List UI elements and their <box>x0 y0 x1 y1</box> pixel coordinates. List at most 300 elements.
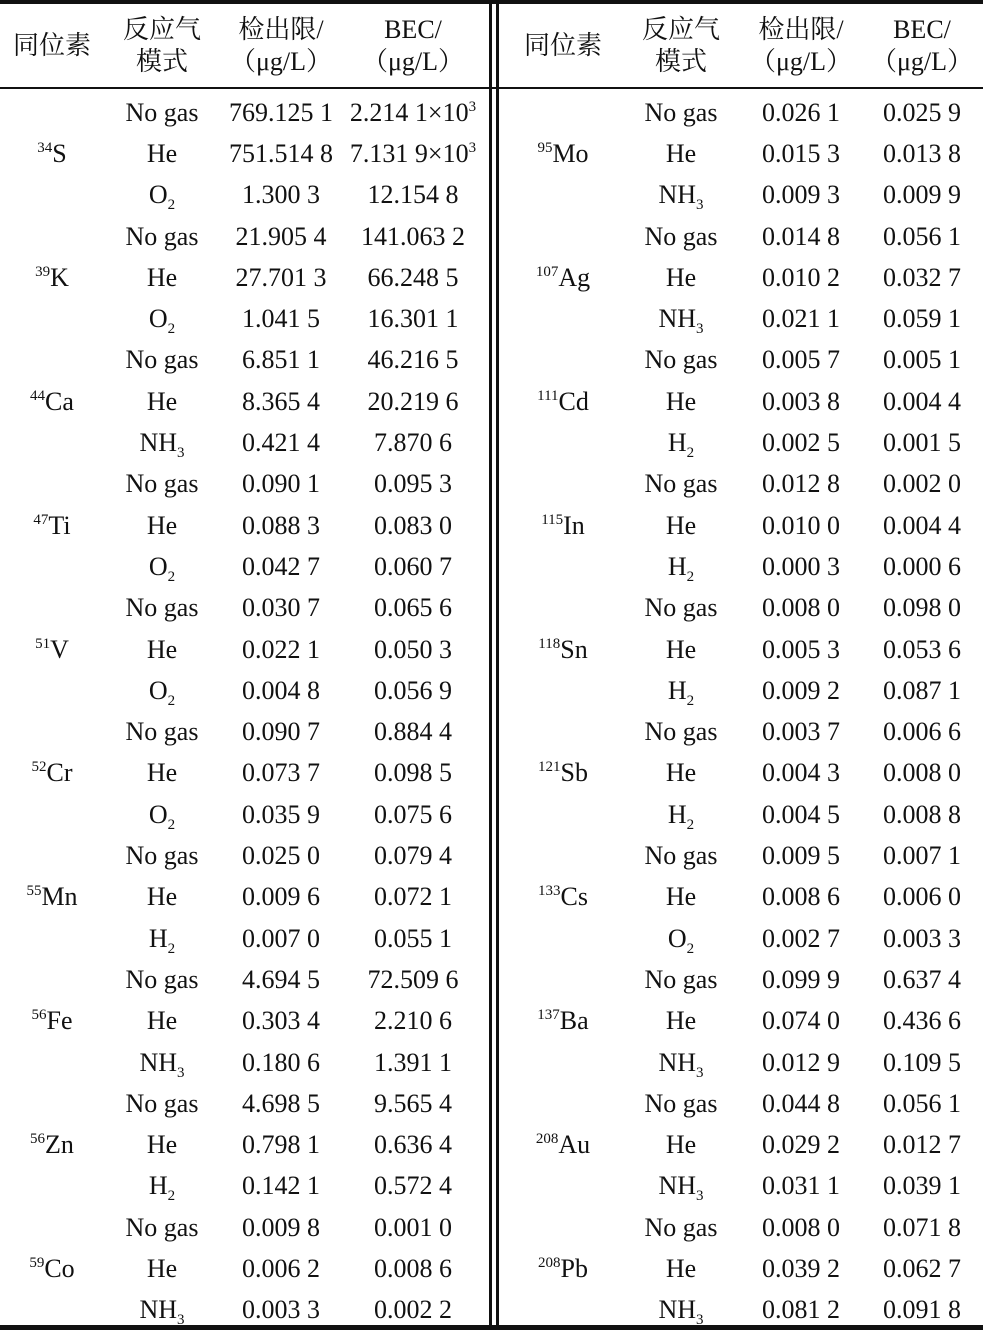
mass-number: 39 <box>35 263 51 280</box>
isotope-cell <box>2 712 102 836</box>
detection-limit-value: 0.009 3 <box>762 180 840 210</box>
detection-limit-cell <box>211 670 351 711</box>
detection-limit-cell <box>211 422 351 463</box>
gas-name: No gas <box>125 964 199 994</box>
gas-mode-cell <box>621 1125 741 1166</box>
gas-mode-cell <box>102 588 222 629</box>
bec-cell <box>847 257 983 298</box>
bec-cell <box>338 1083 488 1124</box>
bec-value <box>883 138 961 168</box>
gas-mode-label <box>667 923 695 957</box>
detection-limit-cell <box>211 340 351 381</box>
gas-mode-cell <box>102 670 222 711</box>
isotope-label <box>537 386 589 416</box>
detection-limit-value: 0.012 9 <box>762 1047 840 1077</box>
isotope-label <box>537 138 589 168</box>
bec-cell <box>847 753 983 794</box>
gas-mode-cell <box>102 381 222 422</box>
bec-number: 0.009 9 <box>883 180 961 210</box>
gas-mode-label <box>667 428 695 462</box>
gas-mode-cell <box>102 340 222 381</box>
isotope-label <box>538 1256 588 1282</box>
detection-limit-value: 0.000 3 <box>762 551 840 581</box>
detection-limit-value: 0.004 3 <box>762 758 840 788</box>
gas-name: He <box>665 1254 697 1284</box>
detection-limit-value: 1.300 3 <box>242 180 320 210</box>
gas-name: H <box>148 923 168 953</box>
isotope-label <box>536 1132 590 1158</box>
bec-cell <box>847 877 983 918</box>
bec-number: 0.013 8 <box>883 138 961 168</box>
element-symbol: Ba <box>559 1006 589 1036</box>
bec-number: 0.055 1 <box>374 923 452 953</box>
gas-name: NH <box>658 304 697 334</box>
header-line1: 同位素 <box>12 30 91 60</box>
bec-number: 0.002 0 <box>883 469 961 499</box>
detection-limit-value: 0.002 5 <box>762 428 840 458</box>
gas-mode-cell <box>621 712 741 753</box>
bec-cell <box>847 175 983 216</box>
detection-limit-cell <box>211 1125 351 1166</box>
mass-number: 115 <box>541 511 564 528</box>
gas-name: O <box>148 799 168 829</box>
bec-cell <box>338 1001 488 1042</box>
gas-name: No gas <box>644 593 718 623</box>
gas-mode-label <box>148 799 176 833</box>
bec-value <box>883 262 961 292</box>
bec-value <box>883 386 961 416</box>
bec-value <box>349 138 477 168</box>
gas-mode-cell <box>102 422 222 463</box>
bec-value <box>374 884 452 910</box>
mass-number: 47 <box>33 511 49 528</box>
mass-number: 208 <box>538 1255 561 1272</box>
detection-limit-value: 769.125 1 <box>229 97 333 127</box>
detection-limit-cell <box>211 794 351 835</box>
bec-value <box>883 306 961 332</box>
gas-name: No gas <box>125 1088 199 1118</box>
gas-mode-cell <box>621 1207 741 1248</box>
detection-limit-cell <box>211 299 351 340</box>
isotope-cell <box>2 959 102 1083</box>
element-symbol: In <box>563 510 585 540</box>
gas-mode-label <box>666 760 696 786</box>
detection-limit-value: 0.180 6 <box>242 1047 320 1077</box>
gas-mode-label <box>139 428 185 462</box>
mass-number: 56 <box>31 1007 47 1024</box>
bec-number: 7.131 9×10 <box>349 138 469 168</box>
bec-number: 2.214 1×10 <box>349 97 469 127</box>
gas-mode-label <box>125 97 199 127</box>
isotope-label <box>37 138 67 168</box>
gas-mode-cell <box>621 1042 741 1083</box>
mass-number: 59 <box>29 1255 45 1272</box>
bec-number: 0.083 0 <box>374 510 452 540</box>
column-header-isotope-right <box>513 6 613 86</box>
bec-value <box>374 634 452 664</box>
gas-mode-label <box>148 551 176 585</box>
bec-number: 0.002 2 <box>374 1295 452 1325</box>
bec-value <box>883 347 961 373</box>
gas-name: NH <box>139 428 178 458</box>
detection-limit-value: 0.088 3 <box>242 510 320 540</box>
bec-cell <box>338 753 488 794</box>
detection-limit-value: 0.007 0 <box>242 923 320 953</box>
element-symbol: Cr <box>46 758 73 788</box>
gas-mode-label <box>645 843 718 869</box>
element-symbol: Ca <box>45 386 74 416</box>
bec-number: 0.087 1 <box>883 675 961 705</box>
gas-subscript: 3 <box>177 1312 185 1329</box>
gas-mode-cell <box>102 175 222 216</box>
bec-value <box>883 799 961 829</box>
gas-mode-label <box>139 1047 185 1081</box>
gas-name: O <box>667 923 687 953</box>
gas-name: NH <box>658 1171 697 1201</box>
bec-value <box>374 843 452 869</box>
bec-number: 0.098 0 <box>883 593 961 623</box>
gas-mode-cell <box>621 753 741 794</box>
gas-subscript: 3 <box>177 445 185 462</box>
bec-number: 72.509 6 <box>367 964 459 994</box>
isotope-cell <box>2 340 102 464</box>
bec-cell <box>338 629 488 670</box>
gas-name: He <box>665 262 697 292</box>
bec-value <box>367 386 459 416</box>
gas-name: No gas <box>644 841 718 871</box>
detection-limit-cell <box>211 1083 351 1124</box>
bec-value <box>374 799 452 829</box>
gas-mode-cell <box>102 464 222 505</box>
gas-name: He <box>665 510 697 540</box>
gas-name: H <box>667 428 687 458</box>
bec-cell <box>847 505 983 546</box>
column-header-isotope-left <box>2 6 102 86</box>
detection-limit-value: 0.073 7 <box>242 758 320 788</box>
isotope-label <box>538 884 588 910</box>
bec-exponent: 3 <box>468 139 477 156</box>
gas-mode-cell <box>621 918 741 959</box>
gas-mode-cell <box>102 1001 222 1042</box>
isotope-cell <box>2 1083 102 1207</box>
bec-number: 0.008 8 <box>883 799 961 829</box>
gas-mode-cell <box>102 794 222 835</box>
gas-subscript: 2 <box>167 940 176 957</box>
detection-limit-value: 0.074 0 <box>762 1006 840 1036</box>
gas-mode-cell <box>102 877 222 918</box>
gas-name: He <box>665 1006 697 1036</box>
gas-mode-cell <box>102 629 222 670</box>
bec-number: 0.007 1 <box>883 841 961 871</box>
detection-limit-cell <box>211 464 351 505</box>
bec-number: 0.065 6 <box>374 593 452 623</box>
gas-subscript: 3 <box>696 321 704 338</box>
gas-mode-cell <box>102 505 222 546</box>
gas-mode-label <box>148 304 176 338</box>
gas-mode-label <box>125 221 199 251</box>
isotope-label <box>35 262 69 292</box>
bec-value <box>367 262 459 292</box>
gas-mode-label <box>148 923 176 957</box>
gas-mode-cell <box>621 1083 741 1124</box>
bec-value <box>883 1132 961 1158</box>
bec-number: 0.006 6 <box>883 717 961 747</box>
gas-subscript: 3 <box>177 1064 185 1081</box>
gas-subscript: 3 <box>696 197 704 214</box>
detection-limit-value: 0.003 3 <box>242 1295 320 1325</box>
isotope-cell <box>513 464 613 588</box>
gas-mode-cell <box>102 753 222 794</box>
gas-mode-label <box>125 964 199 994</box>
element-symbol: Zn <box>45 1130 74 1160</box>
detection-limit-cell <box>211 505 351 546</box>
isotope-cell <box>2 1207 102 1331</box>
bec-cell <box>847 1207 983 1248</box>
gas-name: He <box>146 1130 178 1160</box>
isotope-label <box>33 510 71 540</box>
bec-exponent: 3 <box>468 98 477 115</box>
bec-cell <box>338 670 488 711</box>
detection-limit-value: 27.701 3 <box>235 262 327 292</box>
bec-cell <box>847 629 983 670</box>
gas-mode-cell <box>102 918 222 959</box>
mass-number: 34 <box>37 139 53 156</box>
bec-number: 1.391 1 <box>374 1047 452 1077</box>
header-line2: 模式 <box>654 47 707 76</box>
gas-subscript: 2 <box>167 1188 176 1205</box>
gas-mode-cell <box>621 877 741 918</box>
bec-cell <box>338 1042 488 1083</box>
gas-mode-cell <box>621 464 741 505</box>
header-line1: 检出限/ <box>758 14 844 44</box>
isotope-label <box>537 1008 588 1034</box>
bec-number: 0.572 4 <box>374 1171 452 1201</box>
detection-limit-value: 751.514 8 <box>229 138 333 168</box>
gas-name: No gas <box>125 221 199 251</box>
bec-number: 0.056 1 <box>883 1088 961 1118</box>
gas-mode-cell <box>621 670 741 711</box>
detection-limit-value: 0.031 1 <box>762 1171 840 1201</box>
bec-cell <box>338 92 488 133</box>
bec-cell <box>338 175 488 216</box>
gas-name: No gas <box>125 469 199 499</box>
gas-mode-label <box>665 510 697 540</box>
bec-number: 0.039 1 <box>883 1171 961 1201</box>
detection-limit-value: 0.421 4 <box>242 428 320 458</box>
gas-mode-label <box>147 884 177 910</box>
gas-mode-cell <box>102 216 222 257</box>
gas-mode-label <box>147 1008 177 1034</box>
bec-value <box>883 1047 961 1077</box>
gas-mode-label <box>658 180 704 214</box>
gas-mode-cell <box>102 712 222 753</box>
gas-mode-label <box>665 138 697 168</box>
gas-subscript: 3 <box>696 1312 704 1329</box>
bec-cell <box>338 588 488 629</box>
detection-limit-value: 4.694 5 <box>242 964 320 994</box>
gas-mode-label <box>126 595 199 621</box>
gas-mode-label <box>644 1212 718 1242</box>
gas-name: No gas <box>125 717 199 747</box>
gas-mode-label <box>148 180 176 214</box>
header-line2: 模式 <box>135 47 188 76</box>
bec-number: 0.075 6 <box>374 799 452 829</box>
gas-mode-cell <box>621 505 741 546</box>
detection-limit-value: 0.029 2 <box>762 1130 840 1160</box>
detection-limit-cell <box>211 92 351 133</box>
detection-limit-cell <box>211 753 351 794</box>
gas-name: He <box>146 262 178 292</box>
header-line2: （μg/L） <box>870 47 974 76</box>
isotope-cell <box>513 588 613 712</box>
isotope-label <box>30 1132 74 1158</box>
bec-number: 0.003 3 <box>883 923 961 953</box>
gas-mode-cell <box>621 1166 741 1207</box>
bec-value <box>883 964 961 994</box>
bec-number: 0.012 7 <box>883 1130 961 1160</box>
gas-name: He <box>146 882 178 912</box>
header-line2: （μg/L） <box>229 47 333 76</box>
gas-mode-cell <box>102 1207 222 1248</box>
gas-mode-label <box>147 1132 177 1158</box>
bec-cell <box>847 1248 983 1289</box>
isotope-label <box>538 634 588 664</box>
bec-value <box>883 551 961 581</box>
gas-name: He <box>665 1130 697 1160</box>
column-header-bec-right <box>847 6 983 86</box>
bec-number: 0.109 5 <box>883 1047 961 1077</box>
bec-value <box>883 510 961 540</box>
detection-limit-value: 0.025 0 <box>242 841 320 871</box>
gas-name: He <box>146 1006 178 1036</box>
detection-limit-value: 6.851 1 <box>242 345 320 375</box>
gas-mode-cell <box>102 546 222 587</box>
bec-cell <box>338 546 488 587</box>
gas-name: No gas <box>644 964 718 994</box>
bec-value <box>883 221 961 251</box>
gas-name: He <box>665 758 697 788</box>
isotope-cell <box>513 1207 613 1331</box>
column-header-gas-mode-left <box>102 6 222 86</box>
header-line1: 反应气 <box>641 14 720 44</box>
gas-mode-cell <box>621 959 741 1000</box>
element-symbol: Au <box>558 1130 591 1160</box>
gas-mode-cell <box>102 1166 222 1207</box>
mass-number: 44 <box>30 387 46 404</box>
mass-number: 208 <box>535 1131 559 1148</box>
gas-mode-label <box>658 1047 704 1081</box>
bec-number: 7.870 6 <box>374 428 452 458</box>
detection-limit-value: 0.005 3 <box>762 634 840 664</box>
bec-cell <box>847 835 983 876</box>
gas-mode-label <box>125 1088 199 1118</box>
bec-number: 66.248 5 <box>367 262 459 292</box>
bec-value <box>883 634 961 664</box>
bec-number: 0.008 0 <box>883 758 961 788</box>
gas-subscript: 3 <box>696 1188 704 1205</box>
bec-value <box>883 923 961 953</box>
bec-cell <box>847 299 983 340</box>
gas-mode-cell <box>621 257 741 298</box>
bec-value <box>361 221 465 251</box>
gas-subscript: 2 <box>686 445 695 462</box>
element-symbol: Ti <box>48 510 71 540</box>
bec-cell <box>847 1166 983 1207</box>
element-symbol: Sb <box>560 758 588 788</box>
detection-limit-cell <box>211 216 351 257</box>
bec-cell <box>338 877 488 918</box>
gas-name: No gas <box>125 345 199 375</box>
detection-limit-value: 0.081 2 <box>762 1295 840 1325</box>
detection-limit-value: 4.698 5 <box>242 1088 320 1118</box>
detection-limit-value: 8.365 4 <box>242 386 320 416</box>
bec-value <box>883 1088 961 1118</box>
mass-number: 118 <box>538 635 561 652</box>
bec-number: 0.636 4 <box>374 1130 452 1160</box>
column-header-bec-left <box>338 6 488 86</box>
bec-value <box>368 182 459 208</box>
gas-mode-cell <box>621 835 741 876</box>
bec-value <box>883 719 961 745</box>
gas-mode-cell <box>621 340 741 381</box>
bec-value <box>374 1173 452 1199</box>
gas-mode-cell <box>102 835 222 876</box>
bec-value <box>374 719 452 745</box>
bec-cell <box>338 1290 488 1331</box>
gas-name: He <box>146 386 178 416</box>
detection-limit-value: 0.042 7 <box>242 551 320 581</box>
element-symbol: Cd <box>558 386 589 416</box>
mass-number: 111 <box>537 387 559 404</box>
bec-cell <box>847 340 983 381</box>
header-line1: BEC/ <box>384 14 442 44</box>
detection-limit-value: 0.090 1 <box>242 469 320 499</box>
bec-cell <box>847 381 983 422</box>
detection-limit-cell <box>211 1166 351 1207</box>
gas-name: No gas <box>644 1088 718 1118</box>
gas-mode-label <box>658 304 704 338</box>
isotope-label <box>29 1256 74 1282</box>
detection-limit-cell <box>211 1001 351 1042</box>
gas-subscript: 2 <box>167 568 176 585</box>
gas-name: O <box>148 180 168 210</box>
detection-limit-cell <box>211 546 351 587</box>
gas-mode-label <box>666 884 696 910</box>
bec-cell <box>847 918 983 959</box>
bec-number: 0.060 7 <box>374 551 452 581</box>
gas-mode-label <box>665 634 697 664</box>
element-symbol: Cs <box>560 882 588 912</box>
gas-mode-cell <box>621 1248 741 1289</box>
bec-cell <box>847 794 983 835</box>
detection-limit-value: 0.003 7 <box>762 717 840 747</box>
detection-limit-value: 0.003 8 <box>762 386 840 416</box>
gas-mode-label <box>658 1295 704 1329</box>
header-line1: 同位素 <box>523 30 602 60</box>
detection-limit-cell <box>211 133 351 174</box>
isotope-cell <box>2 835 102 959</box>
gas-name: He <box>665 882 697 912</box>
gas-mode-cell <box>621 794 741 835</box>
gas-name: H <box>667 799 687 829</box>
isotope-label <box>32 760 73 786</box>
gas-mode-label <box>667 551 695 585</box>
bec-number: 0.004 4 <box>883 386 961 416</box>
gas-name: No gas <box>125 97 199 127</box>
gas-name: H <box>667 675 687 705</box>
gas-name: NH <box>658 180 697 210</box>
detection-limit-cell <box>211 588 351 629</box>
